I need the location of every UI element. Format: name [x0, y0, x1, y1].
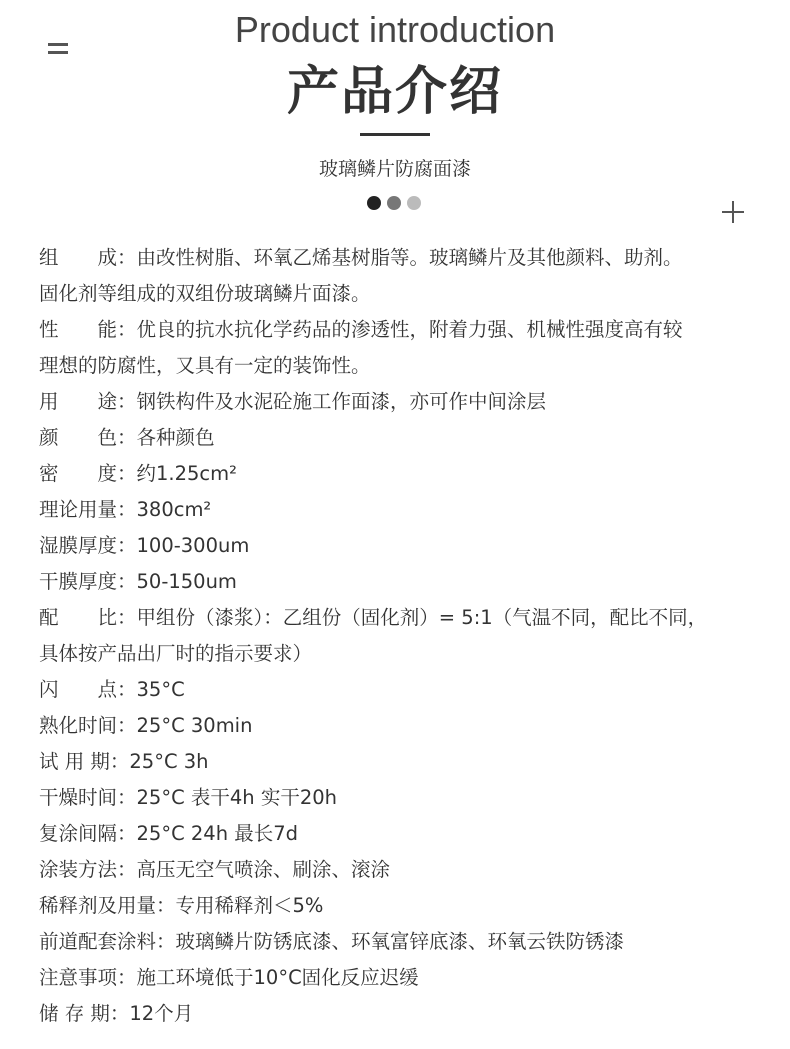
title-divider: [360, 133, 430, 136]
spec-line: 前道配套涂料：玻璃鳞片防锈底漆、环氧富锌底漆、环氧云铁防锈漆: [39, 930, 625, 953]
carousel-dot[interactable]: [387, 196, 401, 210]
spec-line: 注意事项：施工环境低于10°C固化反应迟缓: [39, 966, 419, 989]
spec-line: 固化剂等组成的双组份玻璃鳞片面漆。: [39, 282, 371, 305]
carousel-dots: [367, 196, 421, 210]
spec-line: 密 度：约1.25cm²: [39, 462, 237, 485]
carousel-dot[interactable]: [367, 196, 381, 210]
spec-list: [39, 240, 784, 1032]
spec-line: 理论用量：380cm²: [39, 498, 212, 521]
plus-icon[interactable]: [722, 201, 744, 223]
spec-line: 颜 色：各种颜色: [39, 426, 215, 449]
spec-line: 复涂间隔：25°C 24h 最长7d: [39, 822, 299, 845]
spec-line: 配 比：甲组份（漆浆）：乙组份（固化剂）= 5:1（气温不同，配比不同，: [39, 606, 708, 629]
spec-line: 稀释剂及用量：专用稀释剂＜5%: [39, 894, 324, 917]
spec-line: 组 成：由改性树脂、环氧乙烯基树脂等。玻璃鳞片及其他颜料、助剂。: [39, 246, 683, 269]
spec-line: 湿膜厚度：100-300um: [39, 534, 250, 557]
carousel-dot[interactable]: [407, 196, 421, 210]
product-subtitle: 玻璃鳞片防腐面漆: [318, 158, 471, 180]
spec-line: 理想的防腐性，又具有一定的装饰性。: [39, 354, 371, 377]
spec-line: 储 存 期：12个月: [39, 1002, 194, 1025]
spec-line: 具体按产品出厂时的指示要求）: [39, 642, 313, 665]
spec-line: 干燥时间：25°C 表干4h 实干20h: [39, 786, 338, 809]
spec-line: 用 途：钢铁构件及水泥砼施工作面漆，亦可作中间涂层: [39, 390, 547, 413]
spec-line: 性 能：优良的抗水抗化学药品的渗透性，附着力强、机械性强度高有较: [39, 318, 683, 341]
spec-line: 熟化时间：25°C 30min: [39, 714, 253, 737]
spec-line: 闪 点：35°C: [39, 678, 185, 701]
spec-line: 涂装方法：高压无空气喷涂、刷涂、滚涂: [39, 858, 391, 881]
title-english: Product introduction: [234, 9, 556, 50]
spec-line: 干膜厚度：50-150um: [39, 570, 237, 593]
spec-line: 试 用 期：25°C 3h: [39, 750, 209, 773]
title-chinese: 产品介绍: [286, 62, 503, 122]
